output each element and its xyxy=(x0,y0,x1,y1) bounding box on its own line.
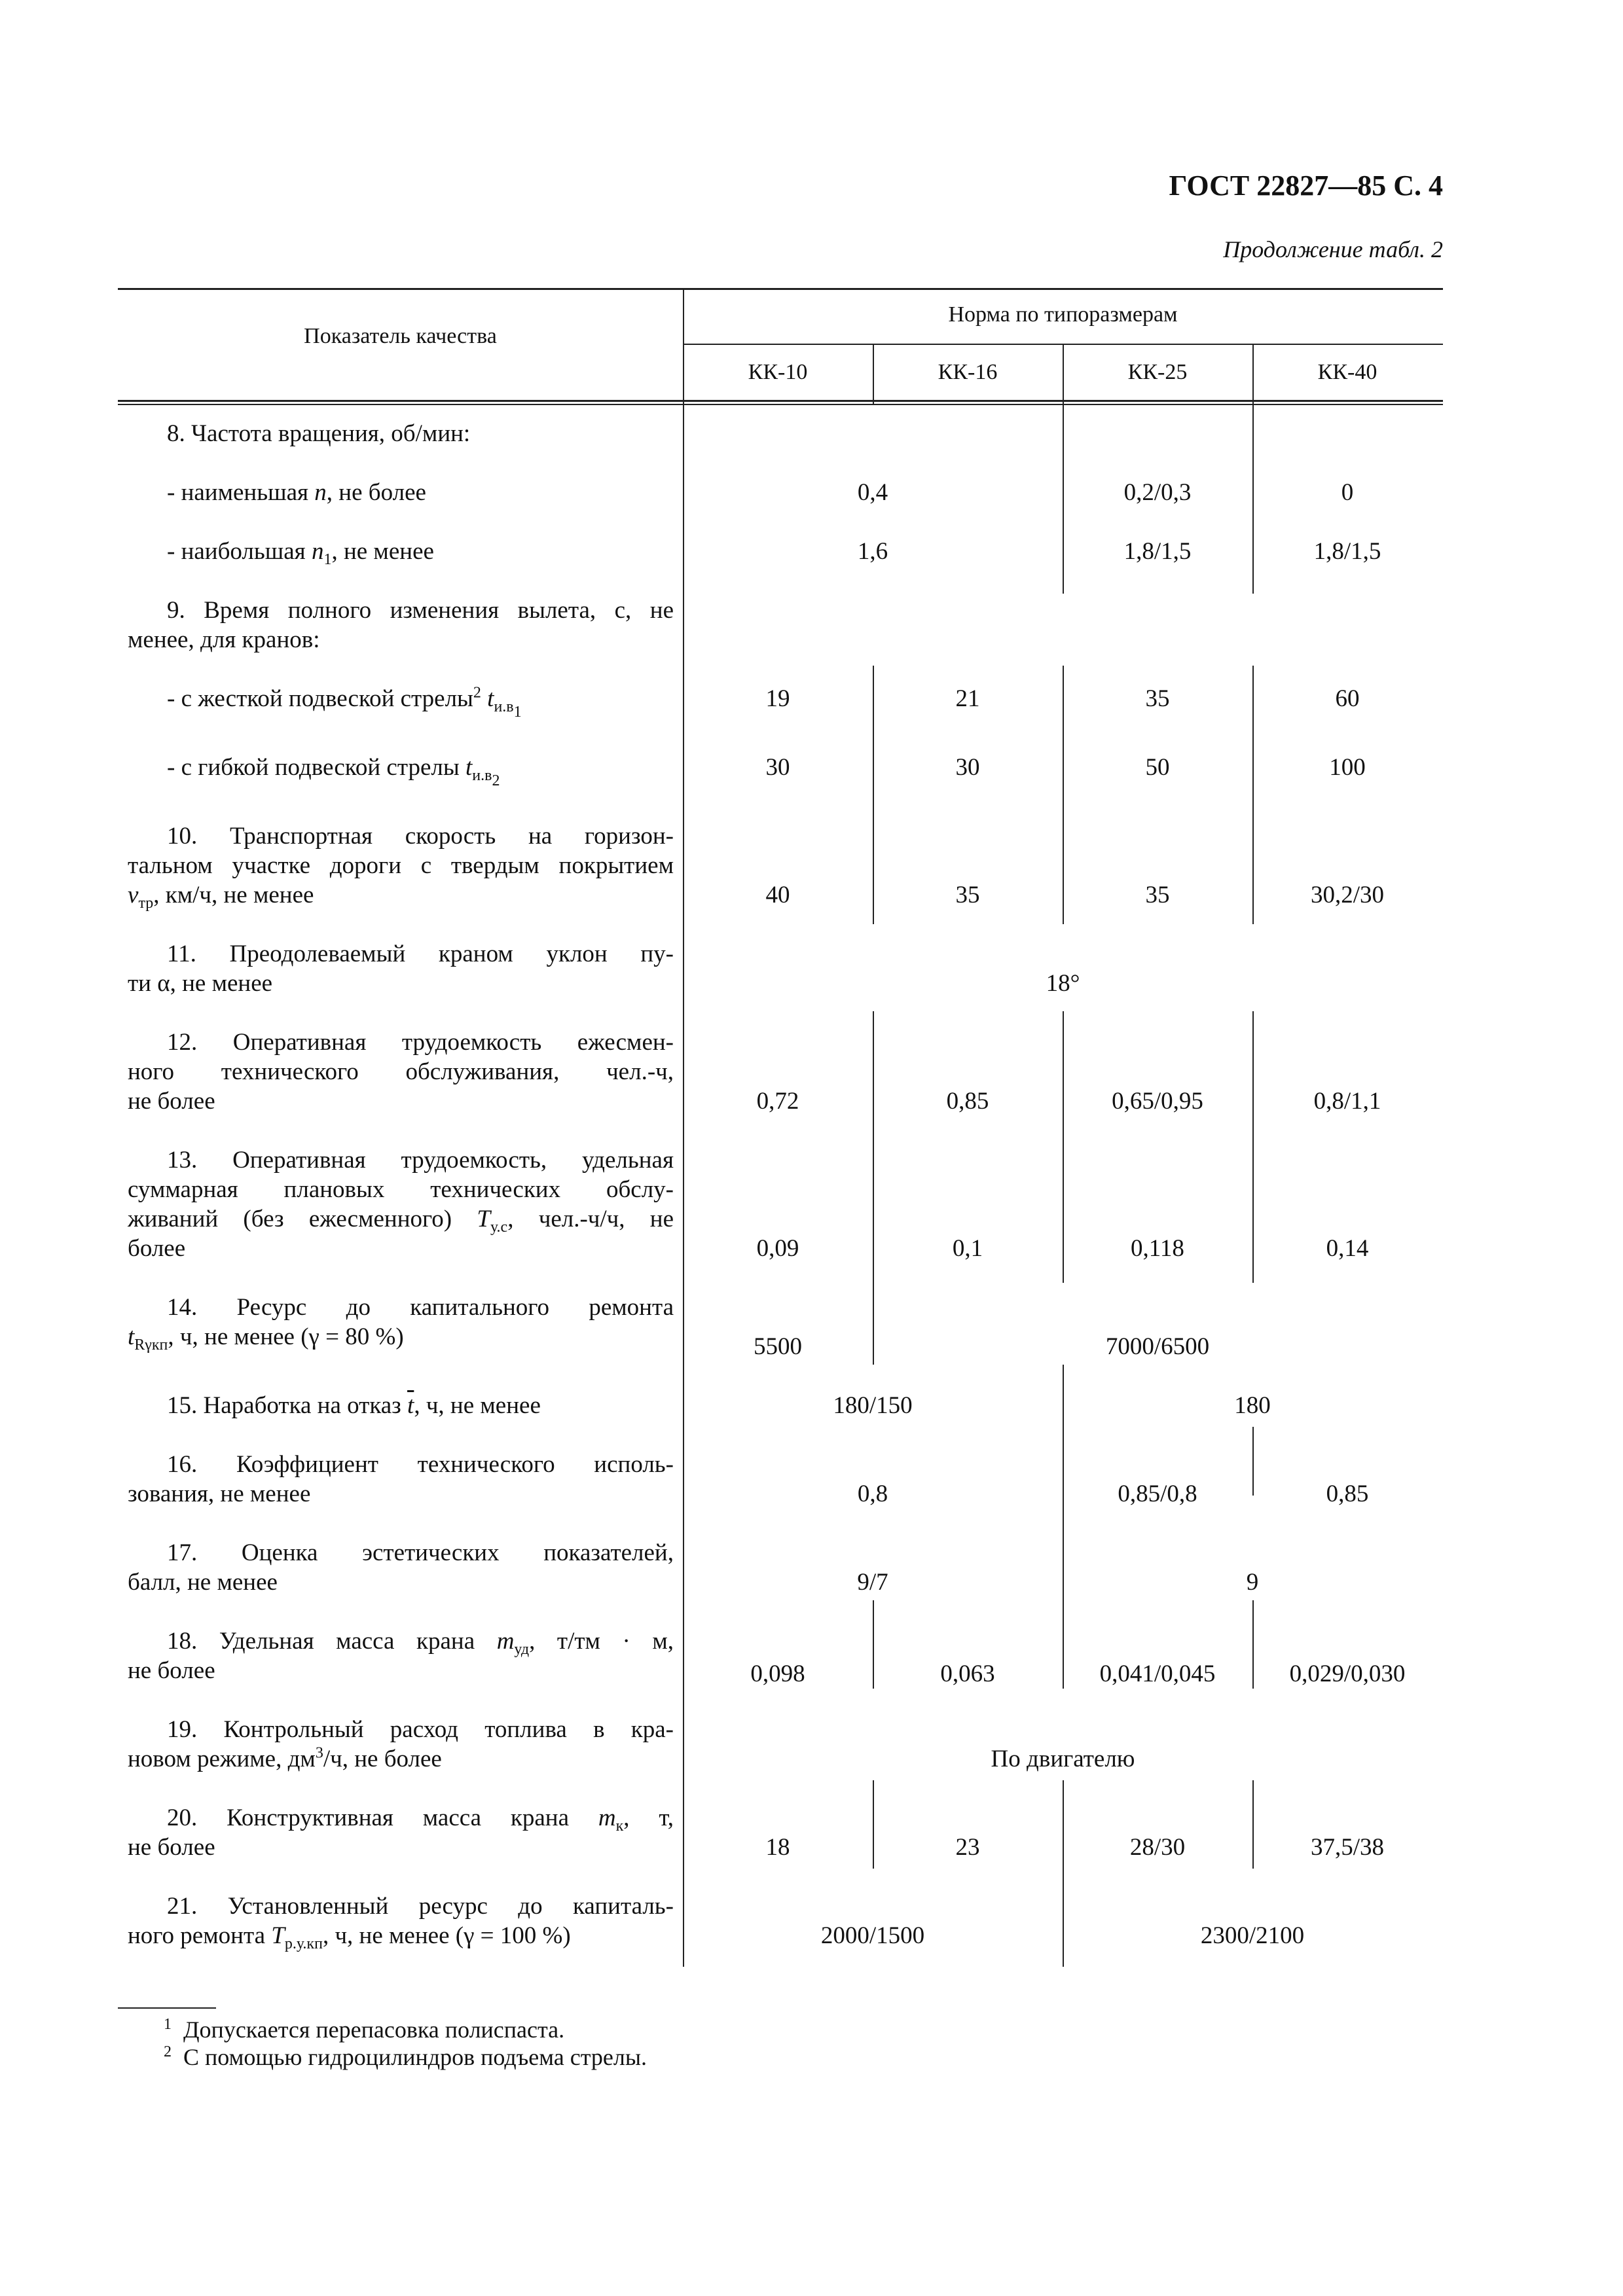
value-kk25: 28/30 xyxy=(1129,1834,1186,1861)
column-header-norm: Норма по типоразмерам xyxy=(948,302,1178,327)
row-9-line-2: менее, для кранов: xyxy=(128,626,320,653)
row-8-title: 8. Частота вращения, об/мин: xyxy=(167,420,471,447)
value-kk10: 0,098 xyxy=(750,1660,805,1687)
value-kk40: 0,8/1,1 xyxy=(1313,1088,1381,1115)
row-12-line-3: не более xyxy=(128,1088,215,1115)
value-all-sizes: По двигателю xyxy=(991,1746,1135,1772)
value-kk10-16: 1,6 xyxy=(857,538,888,565)
value-kk10: 5500 xyxy=(754,1333,802,1360)
value-kk16: 0,85 xyxy=(946,1088,989,1115)
value-kk40: 30,2/30 xyxy=(1310,882,1385,908)
value-kk10-16: 2000/1500 xyxy=(820,1922,925,1949)
row-9a-label: - с жесткой подвеской стрелы$^2$ $t_{и.в_1}$ xyxy=(167,684,522,721)
value-kk16: 21 xyxy=(955,685,980,712)
value-kk25: 35 xyxy=(1145,685,1170,712)
value-kk10: 0,09 xyxy=(756,1235,799,1262)
row-13-line-4: более xyxy=(128,1235,186,1262)
size-header: КК-16 xyxy=(938,360,998,384)
size-header: КК-25 xyxy=(1127,360,1188,384)
footnote-1: 1 Допускается перепасовка полиспаста. xyxy=(164,2016,565,2043)
value-kk40: 37,5/38 xyxy=(1310,1834,1385,1861)
row-9-line-1: 9. Время полного изменения вылета, с, не xyxy=(167,597,674,624)
value-kk10-16: 9/7 xyxy=(857,1569,888,1596)
value-kk25: 0,2/0,3 xyxy=(1123,479,1192,506)
value-kk25: 0,65/0,95 xyxy=(1112,1088,1203,1115)
row-9b-label: - с гибкой подвеской стрелы $t_{и.в_2}$ xyxy=(167,754,500,789)
row-12-line-2: ного технического обслуживания, чел.-ч, xyxy=(128,1058,674,1085)
value-kk10: 19 xyxy=(765,685,790,712)
row-20-line-2: не более xyxy=(128,1834,215,1861)
row-21-line-2: ного ремонта $T_{р.у.кп}$, ч, не менее (γ = 100 %) xyxy=(128,1922,571,1952)
row-13-line-1: 13. Оперативная трудоемкость, удельная xyxy=(167,1147,674,1174)
value-kk40: 1,8/1,5 xyxy=(1313,538,1381,565)
row-19-line-2: новом режиме, $дм^3/ч$, не более xyxy=(128,1744,442,1772)
row-12-line-1: 12. Оперативная трудоемкость ежесмен- xyxy=(167,1029,674,1056)
row-17-line-2: балл, не менее xyxy=(128,1569,278,1596)
header-bottom-rule xyxy=(118,400,1443,402)
value-kk40: 0,14 xyxy=(1326,1235,1369,1262)
value-kk10-16: 0,8 xyxy=(857,1480,888,1507)
value-kk10: 30 xyxy=(765,754,790,781)
value-kk25-40: 9 xyxy=(1246,1569,1259,1596)
value-kk40: 60 xyxy=(1335,685,1360,712)
size-header: КК-40 xyxy=(1317,360,1377,384)
size-header: КК-10 xyxy=(748,360,808,384)
row-15-label: 15. Наработка на отказ $\overline{t}$, ч, не менее xyxy=(167,1392,541,1419)
row-8b-label: - наибольшая $n_1$, не менее xyxy=(167,538,434,568)
value-kk10: 40 xyxy=(765,882,790,908)
row-14-line-2: $t_{R\gamma кп}$, ч, не менее (γ = 80 %) xyxy=(128,1323,404,1354)
row-20-line-1: 20. Конструктивная масса крана $m_к$, т, xyxy=(167,1804,674,1835)
row-10-line-3: $v_{тр}$, км/ч, не менее xyxy=(128,882,314,912)
table-top-rule xyxy=(118,288,1443,290)
row-19-line-1: 19. Контрольный расход топлива в кра- xyxy=(167,1716,674,1743)
value-kk25: 0,118 xyxy=(1131,1235,1184,1262)
value-all-sizes: 18° xyxy=(1046,970,1080,997)
row-16-line-1: 16. Коэффициент технического исполь- xyxy=(167,1451,674,1478)
row-11-line-1: 11. Преодолеваемый краном уклон пу- xyxy=(167,941,674,967)
value-kk25: 50 xyxy=(1145,754,1170,781)
row-18-line-2: не более xyxy=(128,1657,215,1684)
value-kk10-16: 180/150 xyxy=(833,1392,913,1419)
value-kk40: 0,029/0,030 xyxy=(1289,1660,1406,1687)
row-14-line-1: 14. Ресурс до капитального ремонта xyxy=(167,1294,674,1321)
row-17-line-1: 17. Оценка эстетических показателей, xyxy=(167,1539,674,1566)
footnote-2: 2 С помощью гидроцилиндров подъема стрелы. xyxy=(164,2043,647,2070)
value-kk10-16: 0,4 xyxy=(857,479,888,506)
value-kk40: 0 xyxy=(1341,479,1354,506)
row-13-line-2: суммарная плановых технических обслу- xyxy=(128,1176,674,1203)
document-id: ГОСТ 22827—85 С. 4 xyxy=(1169,170,1443,202)
value-kk10: 18 xyxy=(765,1834,790,1861)
value-kk16: 0,1 xyxy=(952,1235,983,1262)
value-kk16: 35 xyxy=(955,882,980,908)
table-continuation-label: Продолжение табл. 2 xyxy=(1223,236,1443,262)
row-11-line-2: ти α, не менее xyxy=(128,970,273,997)
header-bottom-rule-2 xyxy=(118,404,1443,405)
value-kk16: 0,063 xyxy=(940,1660,995,1687)
value-kk25-40: 180 xyxy=(1234,1392,1271,1419)
value-kk16-40: 7000/6500 xyxy=(1105,1333,1210,1360)
footnote-separator xyxy=(118,2007,216,2009)
row-10-line-1: 10. Транспортная скорость на горизон- xyxy=(167,823,674,850)
value-kk16: 23 xyxy=(955,1834,980,1861)
column-header-indicator: Показатель качества xyxy=(304,324,497,348)
row-18-line-1: 18. Удельная масса крана $m_{уд}$, т/тм · м, xyxy=(167,1628,674,1658)
value-kk10: 0,72 xyxy=(756,1088,799,1115)
row-16-line-2: зования, не менее xyxy=(128,1480,311,1507)
value-kk25: 1,8/1,5 xyxy=(1123,538,1192,565)
value-kk25: 0,85/0,8 xyxy=(1118,1480,1197,1507)
col-divider-seg xyxy=(1063,1365,1064,1496)
value-kk40: 0,85 xyxy=(1326,1480,1369,1507)
row-21-line-1: 21. Установленный ресурс до капиталь- xyxy=(167,1893,674,1920)
value-kk16: 30 xyxy=(955,754,980,781)
value-kk25-40: 2300/2100 xyxy=(1200,1922,1305,1949)
col-divider-seg xyxy=(1063,1869,1064,1967)
row-13-line-3: живаний (без ежесменного) $T_{у.с}$, чел.-ч/ч, не xyxy=(128,1206,674,1236)
value-kk40: 100 xyxy=(1329,754,1366,781)
row-8a-label: - наименьшая n, не более xyxy=(167,479,426,506)
row-10-line-2: тальном участке дороги с твердым покрытием xyxy=(128,852,674,879)
value-kk25: 0,041/0,045 xyxy=(1099,1660,1216,1687)
value-kk25: 35 xyxy=(1145,882,1170,908)
